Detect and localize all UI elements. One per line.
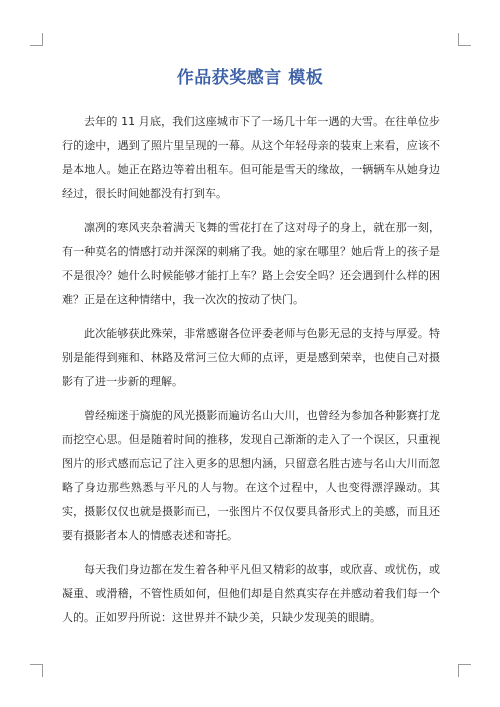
corner-mark-bottom-left (30, 664, 43, 677)
paragraph-5: 每天我们身边都在发生着各种平凡但又精彩的故事，或欣喜、或忧伤，或凝重、或滑稽，不管性质如何，但他们却是自然真实存在并感动着我们每一个人的。正如罗丹所说：这世界并不缺少美，只缺少发现美的眼睛。 (62, 563, 440, 624)
corner-mark-bottom-right (458, 664, 471, 677)
paragraph-2: 凛冽的寒风夹杂着满天飞舞的雪花打在了这对母子的身上，就在那一刻，有一种莫名的情感打动并深深的刺痛了我。她的家在哪里？她后背上的孩子是不是很冷？她什么时候能够才能打上车？路上会安全吗？还会遇到什么样的困难？正是在这种情绪中，我一次次的按动了快门。 (62, 221, 440, 306)
paragraph-1: 去年的 11 月底，我们这座城市下了一场几十年一遇的大雪。在往单位步行的途中，遇到了照片里呈现的一幕。从这个年轻母亲的装束上来看，应该不是本地人。她正在路边等着出租车。但可能是雪天的缘故，一辆辆车从她身边经过，很长时间她都没有打到车。 (62, 115, 440, 200)
paragraph-3: 此次能够获此殊荣，非常感谢各位评委老师与色影无忌的支持与厚爱。特别是能得到雍和、林路及常河三位大师的点评，更是感到荣幸，也使自己对摄影有了进一步新的理解。 (62, 327, 440, 388)
corner-mark-top-left (30, 33, 43, 46)
document-title: 作品获奖感言 模板 (176, 68, 324, 88)
paragraph-4: 曾经痴迷于旖旎的风光摄影而遍访名山大川，也曾经为参加各种影赛打龙而挖空心思。但是随着时间的推移，发现自己渐渐的走入了一个误区，只重视图片的形式感而忘记了注入更多的思想内涵，只留意名胜古迹与名山大川而忽略了身边那些熟悉与平凡的人与物。在这个过程中，人也变得漂浮躁动。其实，摄影仅仅也就是摄影而已，一张图片不仅仅要具备形式上的美感，而且还要有摄影者本人的情感表述和寄托。 (62, 409, 440, 542)
corner-mark-top-right (458, 33, 471, 46)
document-body (62, 110, 440, 640)
